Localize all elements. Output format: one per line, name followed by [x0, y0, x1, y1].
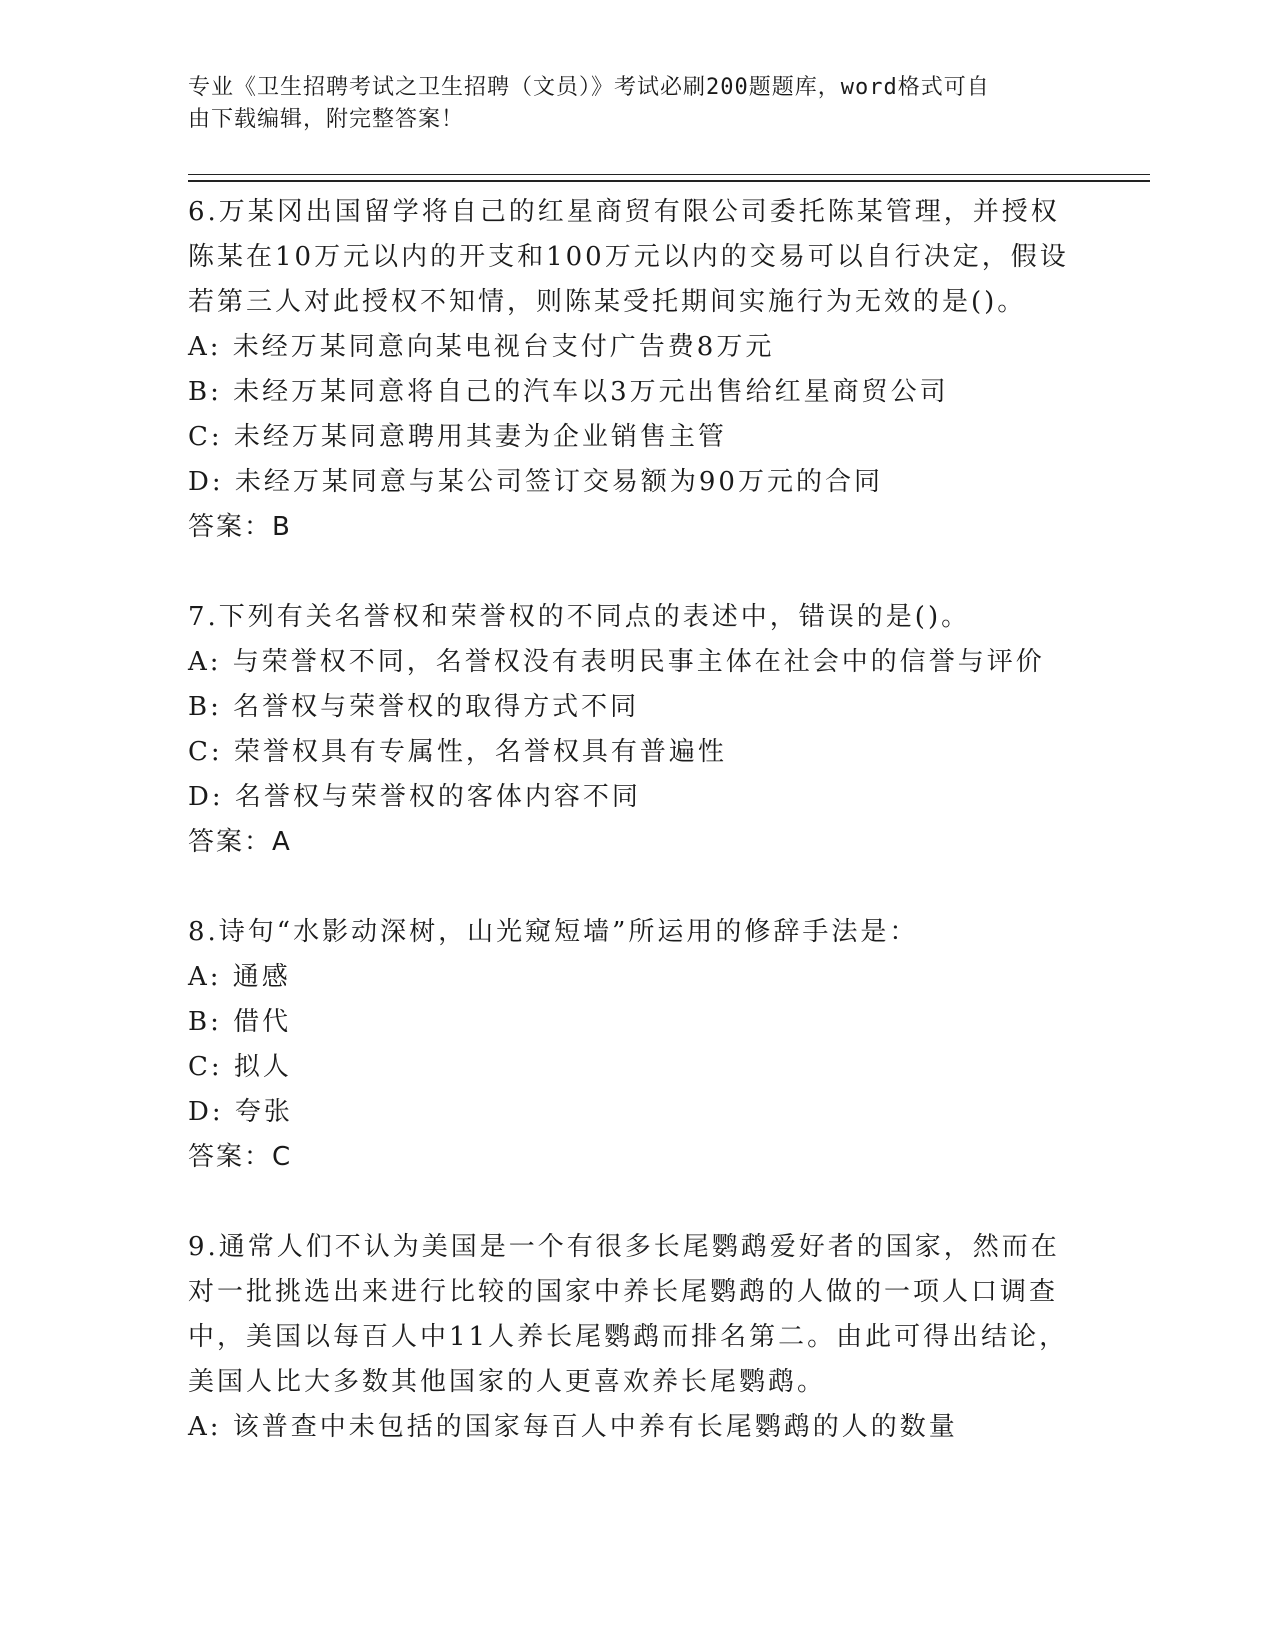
spacer — [188, 1180, 1088, 1225]
header-divider-thin — [188, 174, 1150, 175]
question-stem-line: 若第三人对此授权不知情，则陈某受托期间实施行为无效的是()。 — [188, 287, 1027, 317]
option-a: A: 未经万某同意向某电视台支付广告费8万元 — [188, 332, 775, 362]
option-a: A: 该普查中未包括的国家每百人中养有长尾鹦鹉的人的数量 — [188, 1412, 958, 1442]
question-8 — [188, 910, 1088, 1180]
question-stem-line: 6.万某冈出国留学将自己的红星商贸有限公司委托陈某管理，并授权 — [188, 197, 1060, 227]
option-c: C: 荣誉权具有专属性，名誉权具有普遍性 — [188, 737, 727, 767]
answer-line: 答案：B — [188, 512, 292, 542]
spacer — [188, 550, 1088, 595]
question-7 — [188, 595, 1088, 865]
question-stem-line: 陈某在10万元以内的开支和100万元以内的交易可以自行决定，假设 — [188, 242, 1069, 272]
document-header: 专业《卫生招聘考试之卫生招聘（文员）》考试必刷200题题库，word格式可自 由下载编辑，附完整答案！ — [188, 75, 990, 132]
question-stem-line: 9.通常人们不认为美国是一个有很多长尾鹦鹉爱好者的国家，然而在 — [188, 1232, 1060, 1262]
option-d: D: 夸张 — [188, 1097, 293, 1127]
option-c: C: 拟人 — [188, 1052, 292, 1082]
answer-line: 答案：C — [188, 1142, 293, 1172]
spacer — [188, 865, 1088, 910]
option-a: A: 与荣誉权不同，名誉权没有表明民事主体在社会中的信誉与评价 — [188, 647, 1045, 677]
option-b: B: 名誉权与荣誉权的取得方式不同 — [188, 692, 640, 722]
option-c: C: 未经万某同意聘用其妻为企业销售主管 — [188, 422, 727, 452]
question-stem-line: 7.下列有关名誉权和荣誉权的不同点的表述中，错误的是()。 — [188, 602, 971, 632]
question-9 — [188, 1225, 1088, 1450]
question-6 — [188, 190, 1088, 550]
option-b: B: 借代 — [188, 1007, 292, 1037]
option-d: D: 未经万某同意与某公司签订交易额为90万元的合同 — [188, 467, 883, 497]
answer-line: 答案：A — [188, 827, 292, 857]
option-a: A: 通感 — [188, 962, 291, 992]
option-d: D: 名誉权与荣誉权的客体内容不同 — [188, 782, 641, 812]
header-divider-thick — [188, 180, 1150, 182]
question-stem-line: 对一批挑选出来进行比较的国家中养长尾鹦鹉的人做的一项人口调查 — [188, 1277, 1059, 1307]
option-b: B: 未经万某同意将自己的汽车以3万元出售给红星商贸公司 — [188, 377, 949, 407]
question-stem-line: 中，美国以每百人中11人养长尾鹦鹉而排名第二。由此可得出结论， — [188, 1322, 1069, 1352]
question-stem-line: 8.诗句“水影动深树，山光窥短墙”所运用的修辞手法是： — [188, 917, 919, 947]
question-stem-line: 美国人比大多数其他国家的人更喜欢养长尾鹦鹉。 — [188, 1367, 827, 1397]
question-list — [188, 190, 1088, 1450]
